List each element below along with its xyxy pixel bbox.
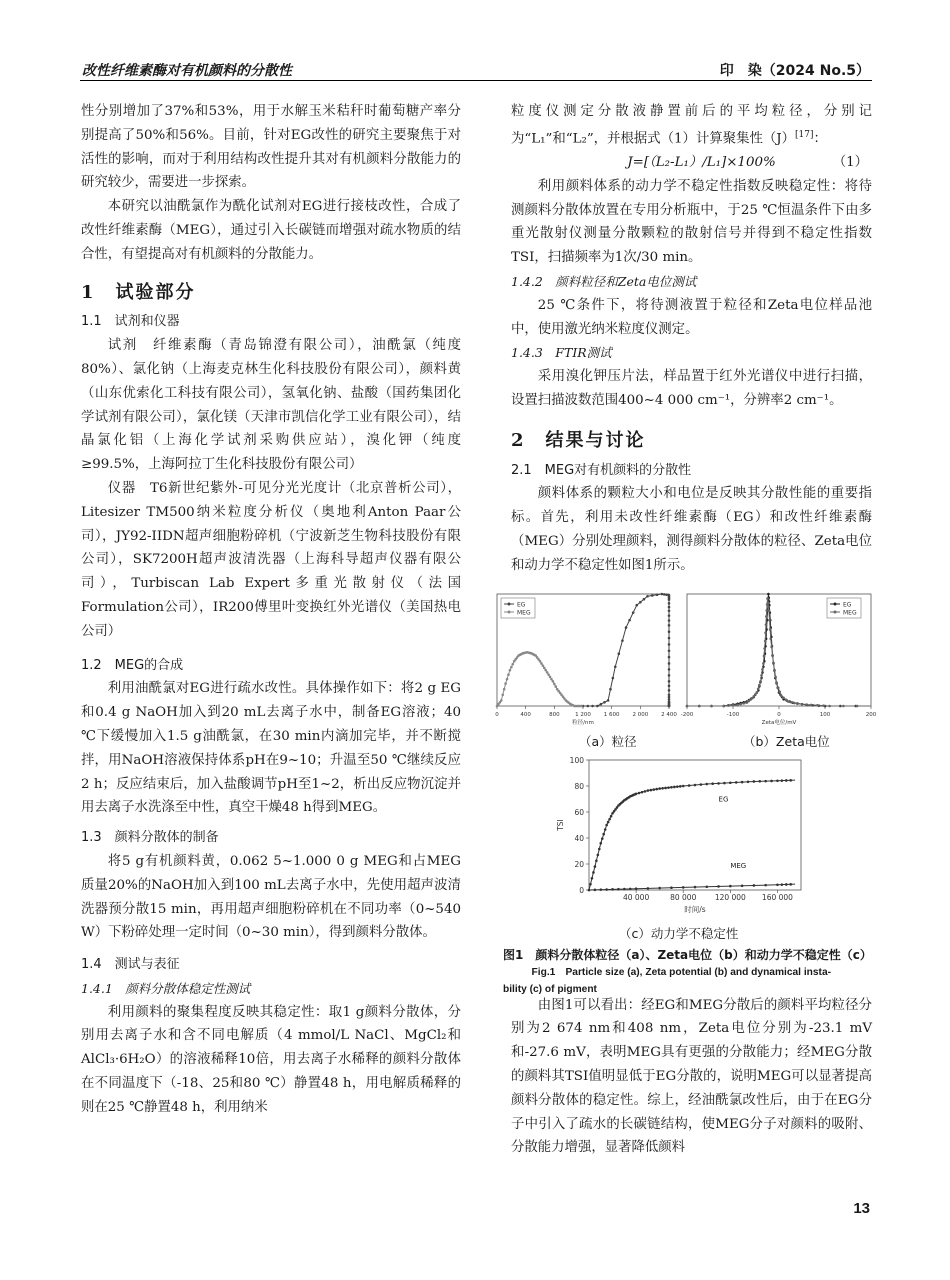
data-point-meg: [552, 680, 555, 683]
subfigure-label-c: （c）动力学不稳定性: [619, 925, 739, 941]
data-point-meg: [635, 887, 638, 890]
data-point-meg: [507, 673, 510, 676]
data-point-meg: [543, 666, 546, 669]
running-header: [80, 58, 872, 81]
data-point-meg: [727, 704, 730, 707]
data-point-meg: [816, 704, 819, 707]
data-point-eg: [711, 782, 714, 785]
paragraph-reagents: 试剂 纤维素酶（青岛锦澄有限公司），油酰氯（纯度80%）、氯化钠（上海麦克林生化科技股份有限公司），颜料黄（山东优索化工科技有限公司），氢氧化钠、盐酸（国药集团化学试剂有限公司），氯化镁（天津市凯信化学工业有限公司），结晶氯化铝（上海化学试剂采购供应站），溴化钾（纯度≥99.5%，上海阿拉丁生化科技股份有限公司）: [81, 338, 461, 473]
data-point-meg: [732, 704, 735, 707]
data-point-meg: [801, 702, 804, 705]
data-point-meg: [546, 671, 549, 674]
data-point-meg: [580, 704, 583, 707]
data-point-meg: [511, 662, 514, 665]
x-axis-label: 时间/s: [684, 904, 706, 914]
data-point-eg: [652, 788, 655, 791]
x-tick-label: 800: [549, 711, 560, 718]
data-point-meg: [503, 688, 506, 691]
data-point-eg: [609, 688, 612, 691]
data-point-eg: [612, 676, 615, 679]
data-point-eg: [644, 790, 647, 793]
data-point-meg: [796, 702, 799, 705]
x-tick-label: 80 000: [670, 892, 697, 902]
data-point-eg: [776, 779, 779, 782]
data-point-meg: [510, 665, 513, 668]
data-point-eg: [667, 786, 670, 789]
data-point-meg: [758, 683, 761, 686]
data-point-meg: [540, 662, 543, 665]
data-point-eg: [668, 605, 671, 608]
data-point-meg: [769, 628, 772, 631]
paragraph: 本研究以油酰氯作为酰化试剂对EG进行接枝改性，合成了改性纤维素酶（MEG），通过引入长碳链而增强对疏水物质的结合性，有望提高对有机颜料的分散能力。: [81, 199, 461, 262]
data-point-meg: [793, 701, 796, 704]
data-point-meg: [611, 888, 614, 891]
data-point-meg: [647, 887, 650, 890]
data-point-meg: [509, 668, 512, 671]
data-point-meg: [765, 623, 768, 626]
x-tick-label: 2 400: [661, 711, 677, 718]
data-point-meg: [785, 698, 788, 701]
data-point-eg: [668, 689, 671, 692]
data-point-eg: [625, 626, 628, 629]
data-point-meg: [770, 645, 773, 648]
data-point-meg: [588, 888, 591, 891]
data-point-meg: [769, 637, 772, 640]
data-point-eg: [603, 701, 606, 704]
data-point-eg: [600, 702, 603, 705]
data-point-eg: [591, 704, 594, 707]
data-point-eg: [598, 847, 601, 850]
data-point-meg: [777, 686, 780, 689]
data-point-eg: [753, 780, 756, 783]
data-point-eg: [723, 781, 726, 784]
data-point-eg: [643, 598, 646, 601]
data-point-meg: [547, 673, 550, 676]
paragraph: 采用溴化钾压片法，样品置于红外光谱仪中进行扫描，设置扫描波数范围400~4 000 cm⁻¹，分辨率2 cm⁻¹。: [511, 369, 872, 409]
x-tick-label: 120 000: [714, 892, 746, 902]
data-point-meg: [670, 886, 673, 889]
data-point-meg: [542, 664, 545, 667]
data-point-eg: [628, 618, 631, 621]
data-point-eg: [700, 783, 703, 786]
data-point-eg: [635, 604, 638, 607]
data-point-meg: [764, 883, 767, 886]
equation: [511, 151, 872, 175]
data-point-eg: [682, 784, 685, 787]
data-point-eg: [735, 781, 738, 784]
data-point-eg: [668, 704, 671, 707]
data-point-meg: [723, 704, 726, 707]
data-point-eg: [668, 643, 671, 646]
data-point-eg: [607, 820, 610, 823]
caption-english-cont: bility (c) of pigment: [503, 983, 597, 995]
data-point-meg: [828, 704, 831, 707]
citation: [17]: [795, 129, 814, 140]
data-point-meg: [539, 660, 542, 663]
paragraph: 性分别增加了37%和53%，用于水解玉米秸秆时葡萄糖产率分别提高了50%和56%。目前，针对EG改性的研究主要聚焦于对活性的影响，而对于利用结构改性提升其对有机颜料分散能力的研究较少，需要进一步探索。: [81, 104, 461, 191]
data-point-eg: [668, 693, 671, 696]
section-heading: 1 试验部分: [81, 281, 196, 303]
data-point-meg: [599, 888, 602, 891]
section-heading: 2 结果与讨论: [511, 429, 646, 451]
data-point-meg: [762, 662, 765, 665]
data-point-meg: [766, 597, 769, 600]
paragraph-instruments: 仪器 T6新世纪紫外-可见分光光度计（北京普析公司），Litesizer TM500纳米粒度分析仪（奥地利Anton Paar公司），JY92-IIDN超声细胞粉碎机（宁波新芝生物科技股份有限公司），SK7200H超声波清洗器（上海科导超声仪器有限公司），Turbiscan Lab Expert多重光散射仪（法国Formulation公司），IR200傅里叶变换红外光谱仪（美国热电公司）: [81, 480, 461, 639]
series-annotation-eg: EG: [718, 795, 729, 804]
data-point-eg: [668, 614, 671, 617]
data-point-meg: [775, 682, 778, 685]
data-point-eg: [668, 655, 671, 658]
data-point-eg: [741, 780, 744, 783]
data-point-meg: [767, 605, 770, 608]
legend-label-meg: MEG: [517, 609, 531, 617]
data-point-eg: [668, 674, 671, 677]
data-point-meg: [729, 884, 732, 887]
x-tick-label: 160 000: [761, 892, 793, 902]
data-point-meg: [767, 601, 770, 604]
subsubsection-heading: 1.4.2 颜料粒径和Zeta电位测试: [511, 274, 697, 290]
data-point-eg: [614, 665, 617, 668]
data-point-meg: [789, 883, 792, 886]
journal-issue: 印 染（2024 No.5）: [719, 63, 870, 79]
subfigure-label-a: （a）粒径: [579, 733, 637, 749]
chart-particle-size: [493, 590, 677, 730]
data-point-meg: [773, 668, 776, 671]
data-point-meg: [710, 704, 713, 707]
subsection-heading: 2.1 MEG对有机颜料的分散性: [511, 462, 692, 478]
y-tick-label: 100: [569, 755, 584, 765]
data-point-meg: [739, 702, 742, 705]
data-point-eg: [610, 815, 613, 818]
data-point-eg: [646, 595, 649, 598]
paragraph: 颜料体系的颗粒大小和电位是反映其分散性能的重要指标。首先，利用未改性纤维素酶（EG）和改性纤维素酶（MEG）分别处理颜料，测得颜料分散体的粒径、Zeta电位和动力学不稳定性如图1所示。: [511, 486, 872, 573]
data-point-eg: [641, 790, 644, 793]
data-point-eg: [601, 837, 604, 840]
data-point-meg: [805, 703, 808, 706]
paragraph: 利用颜料体系的动力学不稳定性指数反映稳定性：将待测颜料分散体放置在专用分析瓶中，于25 ℃恒温条件下由多重光散射仪测量分散颗粒的散射信号并得到不稳定性指数TSI，扫描频率为1次/30 min。: [511, 178, 872, 266]
data-point-eg: [605, 823, 608, 826]
subsection-heading: 1.4 测试与表征: [81, 957, 180, 973]
y-tick-label: 0: [579, 885, 584, 895]
x-tick-label: 40 000: [622, 892, 650, 902]
data-point-meg: [753, 884, 756, 887]
plot-frame: [589, 760, 801, 890]
legend-label-eg: EG: [843, 601, 852, 609]
data-point-meg: [780, 694, 783, 697]
data-point-eg: [595, 859, 598, 862]
data-point-eg: [651, 594, 654, 597]
subsubsection-heading: 1.4.3 FTIR测试: [511, 345, 612, 361]
data-point-eg: [673, 785, 676, 788]
data-point-eg: [589, 882, 592, 885]
x-tick-label: 0: [777, 711, 781, 718]
data-point-meg: [698, 704, 701, 707]
data-point-eg: [668, 609, 671, 612]
data-point-eg: [638, 791, 641, 794]
data-point-eg: [747, 780, 750, 783]
subsection-heading: 1.1 试剂和仪器: [81, 314, 180, 330]
data-point-meg: [501, 693, 504, 696]
x-axis-label: 粒径/nm: [572, 719, 594, 726]
data-point-meg: [778, 690, 781, 693]
x-tick-label: 100: [819, 711, 831, 718]
data-point-eg: [785, 779, 788, 782]
data-point-meg: [682, 886, 685, 889]
data-point-meg: [736, 703, 739, 706]
data-point-meg: [686, 704, 689, 707]
data-point-eg: [668, 619, 671, 622]
subsection-heading: 1.3 颜料分散体的制备: [81, 830, 219, 846]
data-point-meg: [772, 662, 775, 665]
data-point-eg: [694, 783, 697, 786]
series-line-eg: [589, 780, 795, 890]
x-tick-label: 400: [520, 711, 531, 718]
data-point-eg: [586, 704, 589, 707]
data-point-eg: [621, 639, 624, 642]
x-tick-label: 1 200: [575, 711, 591, 718]
x-tick-label: 2 000: [632, 711, 649, 718]
data-point-eg: [665, 593, 668, 596]
data-point-meg: [760, 674, 763, 677]
data-point-meg: [605, 888, 608, 891]
data-point-eg: [676, 785, 679, 788]
data-point-eg: [664, 786, 667, 789]
data-point-eg: [596, 704, 599, 707]
figure-caption: [503, 944, 875, 1006]
data-point-eg: [770, 779, 773, 782]
data-point-meg: [742, 702, 745, 705]
data-point-meg: [776, 883, 779, 886]
data-point-eg: [661, 787, 664, 790]
data-point-eg: [655, 787, 658, 790]
data-point-meg: [771, 654, 774, 657]
data-point-meg: [781, 883, 784, 886]
data-point-eg: [591, 877, 594, 880]
subsubsection-heading: 1.4.1 颜料分散体稳定性测试: [81, 980, 251, 996]
data-point-meg: [617, 887, 620, 890]
data-point-meg: [500, 699, 503, 702]
data-point-eg: [602, 832, 605, 835]
data-point-eg: [668, 662, 671, 665]
data-point-meg: [787, 700, 790, 703]
data-point-eg: [668, 695, 671, 698]
figure-1: [495, 590, 877, 995]
data-point-meg: [629, 887, 632, 890]
x-tick-label: -100: [726, 711, 740, 718]
data-point-eg: [594, 865, 597, 868]
data-point-meg: [594, 888, 597, 891]
data-point-meg: [790, 701, 793, 704]
data-point-eg: [668, 630, 671, 633]
data-point-meg: [550, 677, 553, 680]
right-column: [495, 100, 877, 1160]
data-point-eg: [635, 792, 638, 795]
data-point-eg: [668, 680, 671, 683]
paragraph: 25 ℃条件下，将待测液置于粒径和Zeta电位样品池中，使用激光纳米粒度仪测定。: [511, 297, 872, 337]
data-point-eg: [668, 598, 671, 601]
data-point-meg: [842, 704, 845, 707]
legend-marker-eg: [834, 602, 837, 605]
data-point-meg: [763, 647, 766, 650]
data-point-eg: [604, 828, 607, 831]
data-point-eg: [592, 871, 595, 874]
data-point-meg: [810, 703, 813, 706]
data-point-eg: [618, 652, 621, 655]
data-point-meg: [554, 685, 557, 688]
data-point-meg: [506, 677, 509, 680]
paragraph: 粒度仪测定分散液静置前后的平均粒径，分别记为“L₁”和“L₂”，并根据式（1）计算聚集性（J）[17]：: [511, 104, 872, 147]
data-point-meg: [759, 680, 762, 683]
data-point-eg: [679, 785, 682, 788]
y-tick-label: 60: [574, 807, 584, 817]
data-point-meg: [768, 609, 771, 612]
data-point-meg: [741, 884, 744, 887]
data-point-meg: [694, 885, 697, 888]
data-point-eg: [767, 592, 770, 595]
data-point-eg: [647, 789, 650, 792]
data-point-eg: [668, 668, 671, 671]
data-point-eg: [781, 779, 784, 782]
data-point-eg: [668, 649, 671, 652]
data-point-eg: [639, 601, 642, 604]
data-point-eg: [658, 787, 661, 790]
data-point-eg: [656, 593, 659, 596]
series-annotation-meg: MEG: [730, 861, 747, 870]
data-point-eg: [650, 788, 653, 791]
data-point-meg: [774, 675, 777, 678]
data-point-eg: [663, 593, 666, 596]
data-point-meg: [544, 668, 547, 671]
x-tick-label: 200: [865, 711, 877, 718]
series-line-meg: [589, 884, 795, 890]
caption-chinese: 图1 颜料分散体粒径（a）、Zeta电位（b）和动力学不稳定性（c）: [503, 947, 872, 962]
series-line-eg: [583, 594, 669, 706]
data-point-meg: [504, 682, 507, 685]
subfigure-label-b: （b）Zeta电位: [743, 733, 830, 749]
data-point-meg: [764, 639, 767, 642]
data-point-meg: [658, 886, 661, 889]
equation-number: （1）: [832, 155, 868, 171]
data-point-meg: [757, 687, 760, 690]
data-point-meg: [768, 618, 771, 621]
data-point-meg: [717, 885, 720, 888]
data-point-meg: [761, 668, 764, 671]
x-tick-label: 1 600: [603, 711, 620, 718]
data-point-meg: [705, 885, 708, 888]
paragraph: 由图1可以看出：经EG和MEG分散后的颜料平均粒径分别为2 674 nm和408 nm，Zeta电位分别为-23.1 mV和-27.6 mV，表明MEG具有更强的分散能力；经MEG分散的颜料其TSI值明显低于EG分散的，说明MEG可以显著提高颜料分散体的稳定性。综上，经油酰氯改性后，由于在EG分子中引入了疏水的长碳链结构，使MEG分子对颜料的吸附、分散能力增强，显著降低颜料: [511, 997, 872, 1156]
legend-marker-meg: [508, 610, 511, 613]
data-point-meg: [785, 883, 788, 886]
journal-article-title: 改性纤维素酶对有机颜料的分散性: [82, 63, 292, 79]
data-point-eg: [599, 842, 602, 845]
caption-english: Fig.1 Particle size (a), Zeta potential (b) and dynamical insta-: [531, 966, 832, 978]
data-point-eg: [758, 780, 761, 783]
data-point-meg: [765, 609, 768, 612]
data-point-eg: [668, 636, 671, 639]
data-point-eg: [717, 782, 720, 785]
data-point-eg: [668, 624, 671, 627]
chart-zeta-potential: [679, 590, 875, 730]
data-point-meg: [764, 631, 767, 634]
data-point-eg: [668, 602, 671, 605]
data-point-eg: [668, 698, 671, 701]
page-number: 13: [853, 1200, 870, 1217]
legend-marker-meg: [834, 610, 837, 613]
data-point-eg: [688, 784, 691, 787]
data-point-meg: [856, 704, 859, 707]
data-point-eg: [705, 782, 708, 785]
data-point-meg: [623, 887, 626, 890]
data-point-eg: [729, 781, 732, 784]
y-tick-label: 20: [574, 859, 584, 869]
data-point-meg: [756, 691, 759, 694]
paragraph: 利用颜料的聚集程度反映其稳定性：取1 g颜料分散体，分别用去离子水和含不同电解质（4 mmol/L NaCl、MgCl₂和AlCl₃·6H₂O）的溶液稀释10倍，用去离子水稀释的颜料分散体在不同温度下（-18、25和80 ℃）静置48 h，用电解质稀释的则在25 ℃静置48 h，利用纳米: [81, 1004, 461, 1115]
data-point-eg: [789, 779, 792, 782]
x-tick-label: 0: [495, 711, 499, 718]
chart-tsi: [551, 752, 811, 914]
data-point-meg: [763, 654, 766, 657]
legend-label-eg: EG: [517, 601, 526, 609]
data-point-eg: [764, 779, 767, 782]
data-point-eg: [670, 786, 673, 789]
equation-body: J=[（L₂-L₁）/L₁]×100%: [627, 155, 776, 171]
legend-label-meg: MEG: [843, 609, 857, 617]
data-point-eg: [668, 684, 671, 687]
x-axis-label: Zeta电位/mV: [761, 719, 797, 726]
x-tick-label: -200: [680, 711, 694, 718]
data-point-meg: [553, 682, 556, 685]
data-point-eg: [661, 592, 664, 595]
subsection-heading: 1.2 MEG的合成: [81, 657, 184, 673]
data-point-meg: [765, 615, 768, 618]
data-point-eg: [607, 699, 610, 702]
data-point-eg: [597, 853, 600, 856]
data-point-eg: [608, 817, 611, 820]
legend-marker-eg: [508, 602, 511, 605]
y-tick-label: 80: [574, 781, 584, 791]
paragraph: 将5 g有机颜料黄，0.062 5~1.000 0 g MEG和占MEG质量20%的NaOH加入到100 mL去离子水中，先使用超声波清洗器预分散15 min，再用超声细胞粉碎机在不同功率（0~540 W）下粉碎处理一定时间（0~30 min），得到颜料分散体。: [81, 853, 461, 941]
data-point-eg: [632, 611, 635, 614]
y-tick-label: 40: [574, 833, 584, 843]
y-axis-label: TSI: [556, 818, 565, 831]
data-point-meg: [549, 675, 552, 678]
left-column: [81, 100, 461, 1120]
data-point-meg: [782, 696, 785, 699]
paragraph: 利用油酰氯对EG进行疏水改性。具体操作如下：将2 g EG和0.4 g NaOH加入到20 mL去离子水中，制备EG溶液；40 ℃下缓慢加入1.5 g油酰氯，在30 min内滴加完毕，并不断搅拌，用NaOH溶液保持体系pH在9~10；升温至50 ℃继续反应2 h；反应结束后，加入盐酸调节pH至1~2，析出反应物沉淀并用去离子水洗涤至中性，真空干燥48 h得到MEG。: [81, 681, 461, 816]
data-point-meg: [822, 704, 825, 707]
